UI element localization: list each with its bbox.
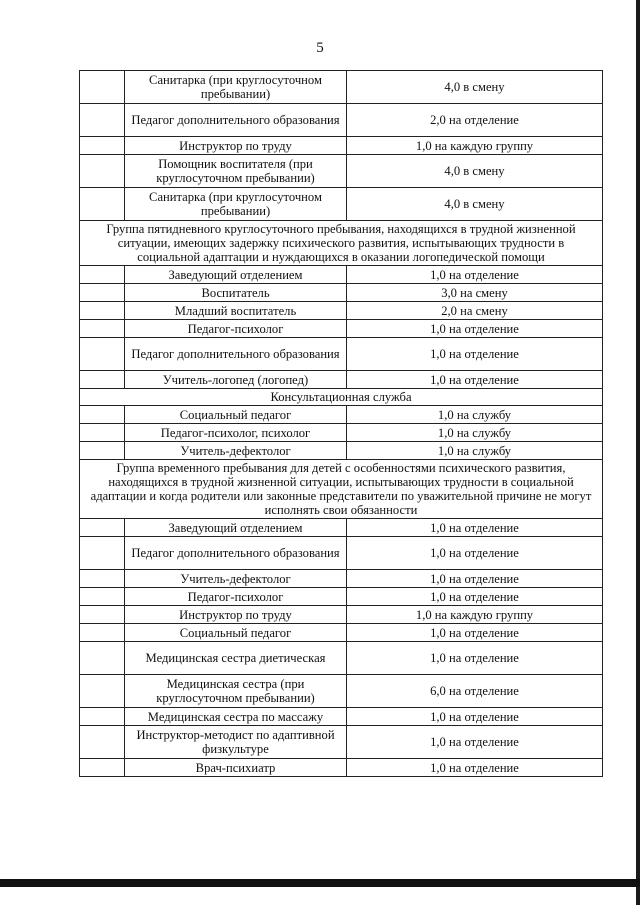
table-row: [80, 708, 603, 726]
staff-units-cell: 1,0 на отделение: [347, 537, 603, 570]
position-cell: Инструктор-методист по адаптивной физкультуре: [125, 726, 347, 759]
staff-units-cell: 1,0 на отделение: [347, 320, 603, 338]
empty-number-cell: [80, 624, 125, 642]
position-cell: Педагог-психолог: [125, 588, 347, 606]
staff-units-cell: 1,0 на службу: [347, 442, 603, 460]
staff-units-cell: 4,0 в смену: [347, 71, 603, 104]
page-number: 5: [316, 40, 324, 56]
empty-number-cell: [80, 406, 125, 424]
position-cell: Инструктор по труду: [125, 606, 347, 624]
staff-units-cell: 1,0 на отделение: [347, 570, 603, 588]
staff-units-cell: 1,0 на отделение: [347, 708, 603, 726]
position-cell: Врач-психиатр: [125, 759, 347, 777]
table-row: [80, 155, 603, 188]
staff-units-cell: 1,0 на отделение: [347, 371, 603, 389]
empty-number-cell: [80, 71, 125, 104]
position-cell: Воспитатель: [125, 284, 347, 302]
position-cell: Педагог дополнительного образования: [125, 104, 347, 137]
staffing-table-body: [80, 71, 603, 777]
staff-units-cell: 1,0 на отделение: [347, 519, 603, 537]
position-cell: Медицинская сестра (при круглосуточном пребывании): [125, 675, 347, 708]
empty-number-cell: [80, 104, 125, 137]
table-row: [80, 424, 603, 442]
empty-number-cell: [80, 155, 125, 188]
table-row: [80, 570, 603, 588]
empty-number-cell: [80, 519, 125, 537]
table-row: [80, 675, 603, 708]
position-cell: Педагог дополнительного образования: [125, 537, 347, 570]
empty-number-cell: [80, 137, 125, 155]
position-cell: Младший воспитатель: [125, 302, 347, 320]
empty-number-cell: [80, 588, 125, 606]
staff-units-cell: 1,0 на отделение: [347, 759, 603, 777]
table-row: [80, 302, 603, 320]
table-row: [80, 759, 603, 777]
table-row: [80, 642, 603, 675]
table-row: [80, 606, 603, 624]
empty-number-cell: [80, 302, 125, 320]
staff-units-cell: 1,0 на каждую группу: [347, 606, 603, 624]
staff-units-cell: 4,0 в смену: [347, 188, 603, 221]
staff-units-cell: 1,0 на отделение: [347, 588, 603, 606]
table-row: [80, 624, 603, 642]
table-row: [80, 104, 603, 137]
staff-units-cell: 6,0 на отделение: [347, 675, 603, 708]
empty-number-cell: [80, 606, 125, 624]
empty-number-cell: [80, 642, 125, 675]
staff-units-cell: 2,0 на смену: [347, 302, 603, 320]
position-cell: Учитель-дефектолог: [125, 570, 347, 588]
table-row: [80, 726, 603, 759]
position-cell: Социальный педагог: [125, 624, 347, 642]
empty-number-cell: [80, 537, 125, 570]
position-cell: Социальный педагог: [125, 406, 347, 424]
empty-number-cell: [80, 442, 125, 460]
table-row: [80, 338, 603, 371]
section-title: Группа пятидневного круглосуточного пребывания, находящихся в трудной жизненной ситуации, имеющих задержку психического развития, испытывающих трудности в социальной адаптации и нуждающихся в оказании логопедической помощи: [80, 221, 603, 266]
position-cell: Заведующий отделением: [125, 266, 347, 284]
table-row: [80, 71, 603, 104]
table-row: [80, 406, 603, 424]
table-row: [80, 442, 603, 460]
position-cell: Педагог дополнительного образования: [125, 338, 347, 371]
staff-units-cell: 2,0 на отделение: [347, 104, 603, 137]
position-cell: Помощник воспитателя (при круглосуточном пребывании): [125, 155, 347, 188]
section-header-row: [80, 460, 603, 519]
staff-units-cell: 1,0 на службу: [347, 406, 603, 424]
table-row: [80, 266, 603, 284]
table-row: [80, 188, 603, 221]
empty-number-cell: [80, 188, 125, 221]
section-header-row: [80, 221, 603, 266]
staff-units-cell: 1,0 на отделение: [347, 642, 603, 675]
staff-units-cell: 1,0 на отделение: [347, 266, 603, 284]
empty-number-cell: [80, 266, 125, 284]
staff-units-cell: 1,0 на отделение: [347, 338, 603, 371]
table-row: [80, 588, 603, 606]
position-cell: Заведующий отделением: [125, 519, 347, 537]
table-row: [80, 320, 603, 338]
staff-units-cell: 1,0 на отделение: [347, 726, 603, 759]
staff-units-cell: 1,0 на отделение: [347, 624, 603, 642]
position-cell: Педагог-психолог, психолог: [125, 424, 347, 442]
position-cell: Медицинская сестра по массажу: [125, 708, 347, 726]
position-cell: Учитель-дефектолог: [125, 442, 347, 460]
staff-units-cell: 4,0 в смену: [347, 155, 603, 188]
table-row: [80, 284, 603, 302]
table-row: [80, 537, 603, 570]
empty-number-cell: [80, 338, 125, 371]
scan-bottom-edge: [0, 879, 640, 887]
table-row: [80, 519, 603, 537]
empty-number-cell: [80, 284, 125, 302]
staff-units-cell: 1,0 на службу: [347, 424, 603, 442]
position-cell: Учитель-логопед (логопед): [125, 371, 347, 389]
staff-units-cell: 3,0 на смену: [347, 284, 603, 302]
empty-number-cell: [80, 726, 125, 759]
position-cell: Инструктор по труду: [125, 137, 347, 155]
empty-number-cell: [80, 371, 125, 389]
staffing-table: [79, 70, 603, 777]
empty-number-cell: [80, 570, 125, 588]
position-cell: Медицинская сестра диетическая: [125, 642, 347, 675]
section-title: Консультационная служба: [80, 389, 603, 406]
scan-right-edge: [636, 0, 640, 905]
table-row: [80, 371, 603, 389]
section-title: Группа временного пребывания для детей с особенностями психического развития, находящихся в трудной жизненной ситуации, испытывающих трудности в социальной адаптации и когда родители или законные представители по уважительной причине не могут исполнять свои обязанности: [80, 460, 603, 519]
staff-units-cell: 1,0 на каждую группу: [347, 137, 603, 155]
empty-number-cell: [80, 320, 125, 338]
position-cell: Педагог-психолог: [125, 320, 347, 338]
section-header-row: [80, 389, 603, 406]
empty-number-cell: [80, 424, 125, 442]
position-cell: Санитарка (при круглосуточном пребывании): [125, 71, 347, 104]
empty-number-cell: [80, 675, 125, 708]
table-row: [80, 137, 603, 155]
empty-number-cell: [80, 759, 125, 777]
empty-number-cell: [80, 708, 125, 726]
position-cell: Санитарка (при круглосуточном пребывании): [125, 188, 347, 221]
